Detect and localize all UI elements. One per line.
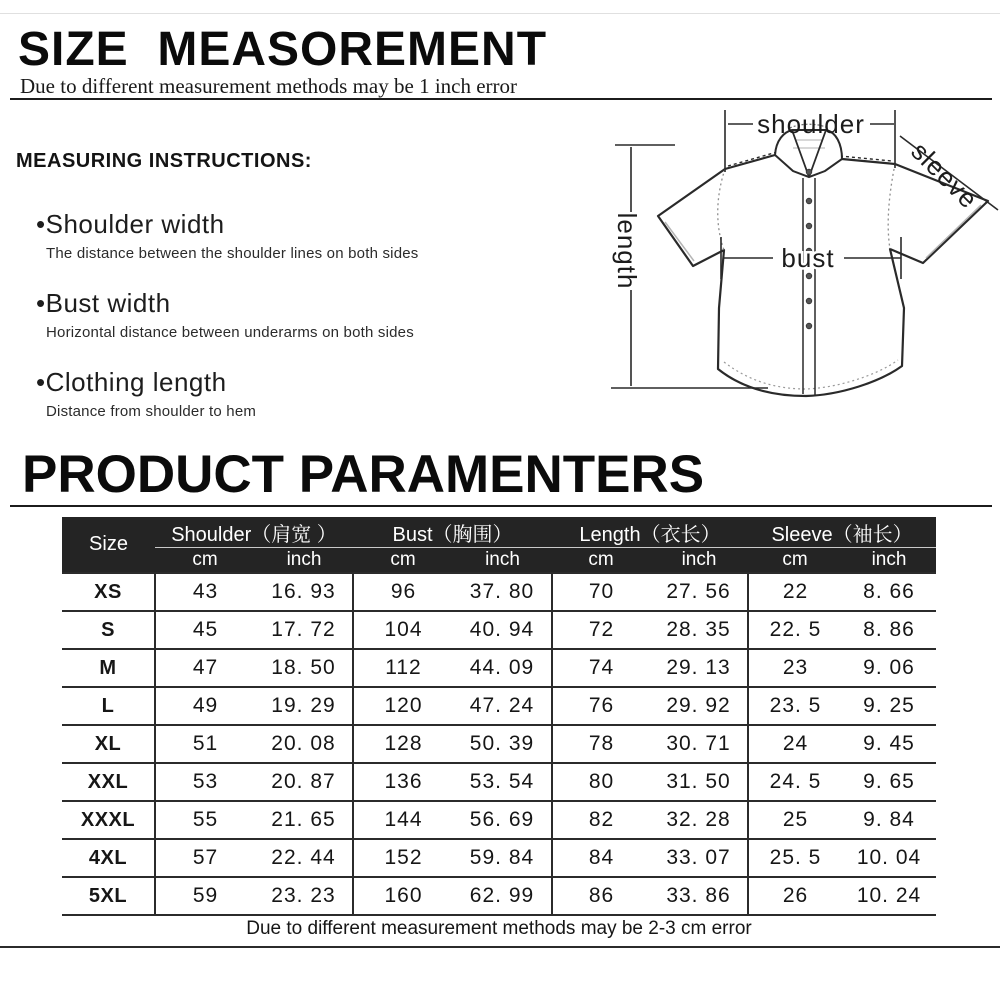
instruction-term: •Shoulder width	[36, 209, 225, 239]
sleeve-inch-cell: 9. 45	[842, 725, 936, 763]
sleeve-cm-cell: 22. 5	[748, 611, 842, 649]
bust-inch-cell: 53. 54	[453, 763, 552, 801]
sleeve-cm-cell: 26	[748, 877, 842, 915]
unit-header-inch: inch	[453, 548, 552, 574]
shoulder-inch-cell: 19. 29	[255, 687, 353, 725]
shoulder-cm-cell: 49	[155, 687, 255, 725]
table-row-xxxl	[62, 801, 936, 839]
shoulder-inch-cell: 18. 50	[255, 649, 353, 687]
top-divider	[0, 13, 1000, 14]
unit-header-cm: cm	[748, 548, 842, 574]
shoulder-cm-cell: 43	[155, 573, 255, 611]
table-row-s	[62, 611, 936, 649]
length-inch-cell: 28. 35	[650, 611, 748, 649]
sleeve-cm-cell: 25	[748, 801, 842, 839]
unit-header-cm: cm	[353, 548, 453, 574]
bust-cm-cell: 136	[353, 763, 453, 801]
shirt-outline	[658, 155, 988, 396]
sleeve-cm-cell: 23	[748, 649, 842, 687]
length-inch-cell: 33. 86	[650, 877, 748, 915]
size-cell: M	[62, 649, 155, 687]
col-header-length: Length（衣长）	[552, 517, 748, 548]
length-inch-cell: 29. 13	[650, 649, 748, 687]
bust-inch-cell: 62. 99	[453, 877, 552, 915]
shoulder-cm-cell: 51	[155, 725, 255, 763]
col-header-shoulder: Shoulder（肩宽 ）	[155, 517, 353, 548]
sleeve-inch-cell: 9. 06	[842, 649, 936, 687]
shoulder-inch-cell: 17. 72	[255, 611, 353, 649]
instructions-heading: MEASURING INSTRUCTIONS:	[16, 150, 312, 172]
bust-cm-cell: 128	[353, 725, 453, 763]
product-parameters-heading: PRODUCT PARAMENTERS	[22, 445, 705, 504]
instruction-term: •Clothing length	[36, 367, 227, 397]
table-row-xs	[62, 573, 936, 611]
sleeve-cm-cell: 23. 5	[748, 687, 842, 725]
shirt-diagram-svg	[578, 98, 1000, 435]
shoulder-cm-cell: 57	[155, 839, 255, 877]
sleeve-inch-cell: 10. 04	[842, 839, 936, 877]
bust-inch-cell: 40. 94	[453, 611, 552, 649]
shoulder-cm-cell: 53	[155, 763, 255, 801]
length-inch-cell: 33. 07	[650, 839, 748, 877]
unit-header-cm: cm	[155, 548, 255, 574]
sleeve-inch-cell: 10. 24	[842, 877, 936, 915]
bust-cm-cell: 96	[353, 573, 453, 611]
shoulder-inch-cell: 23. 23	[255, 877, 353, 915]
sleeve-cm-cell: 24. 5	[748, 763, 842, 801]
bust-cm-cell: 152	[353, 839, 453, 877]
unit-header-inch: inch	[842, 548, 936, 574]
size-cell: S	[62, 611, 155, 649]
col-header-bust: Bust（胸围）	[353, 517, 552, 548]
table-row-xl	[62, 725, 936, 763]
shirt-measurement-diagram	[578, 98, 1000, 435]
length-label: length	[612, 212, 642, 290]
unit-header-cm: cm	[552, 548, 650, 574]
unit-header-inch: inch	[650, 548, 748, 574]
col-header-size: Size	[62, 517, 155, 573]
sleeve-inch-cell: 9. 84	[842, 801, 936, 839]
shoulder-cm-cell: 47	[155, 649, 255, 687]
length-inch-cell: 30. 71	[650, 725, 748, 763]
sleeve-inch-cell: 9. 65	[842, 763, 936, 801]
size-cell: L	[62, 687, 155, 725]
bust-cm-cell: 160	[353, 877, 453, 915]
length-cm-cell: 74	[552, 649, 650, 687]
shoulder-cm-cell: 59	[155, 877, 255, 915]
shoulder-inch-cell: 21. 65	[255, 801, 353, 839]
length-inch-cell: 29. 92	[650, 687, 748, 725]
instruction-desc: Distance from shoulder to hem	[46, 403, 257, 420]
sleeve-cm-cell: 25. 5	[748, 839, 842, 877]
size-cell: XL	[62, 725, 155, 763]
size-cell: XXXL	[62, 801, 155, 839]
bust-inch-cell: 59. 84	[453, 839, 552, 877]
length-cm-cell: 84	[552, 839, 650, 877]
measuring-instructions	[16, 150, 561, 446]
sleeve-cm-cell: 22	[748, 573, 842, 611]
table-row-m	[62, 649, 936, 687]
length-cm-cell: 70	[552, 573, 650, 611]
bust-inch-cell: 37. 80	[453, 573, 552, 611]
shoulder-cm-cell: 45	[155, 611, 255, 649]
sleeve-label: sleeve	[905, 135, 985, 215]
length-inch-cell: 31. 50	[650, 763, 748, 801]
length-inch-cell: 27. 56	[650, 573, 748, 611]
instruction-item-bust	[36, 288, 561, 341]
table-row-4xl	[62, 839, 936, 877]
bust-cm-cell: 144	[353, 801, 453, 839]
size-cell: 5XL	[62, 877, 155, 915]
table-footnote: Due to different measurement methods may be 2-3 cm error	[246, 918, 752, 939]
sleeve-inch-cell: 8. 66	[842, 573, 936, 611]
instruction-desc: The distance between the shoulder lines on both sides	[46, 245, 419, 262]
length-cm-cell: 72	[552, 611, 650, 649]
length-cm-cell: 86	[552, 877, 650, 915]
product-heading-divider	[10, 505, 992, 507]
shoulder-cm-cell: 55	[155, 801, 255, 839]
unit-header-inch: inch	[255, 548, 353, 574]
length-cm-cell: 82	[552, 801, 650, 839]
size-cell: 4XL	[62, 839, 155, 877]
bust-label: bust	[781, 243, 835, 273]
table-row-5xl	[62, 877, 936, 915]
size-table	[62, 517, 936, 916]
sleeve-inch-cell: 8. 86	[842, 611, 936, 649]
length-cm-cell: 78	[552, 725, 650, 763]
sleeve-inch-cell: 9. 25	[842, 687, 936, 725]
page-subtitle: Due to different measurement methods may be 1 inch error	[20, 74, 518, 98]
sleeve-cm-cell: 24	[748, 725, 842, 763]
bottom-divider	[0, 946, 1000, 948]
bust-inch-cell: 50. 39	[453, 725, 552, 763]
size-cell: XS	[62, 573, 155, 611]
table-row-xxl	[62, 763, 936, 801]
shoulder-inch-cell: 16. 93	[255, 573, 353, 611]
length-cm-cell: 76	[552, 687, 650, 725]
shoulder-label: shoulder	[757, 109, 865, 139]
length-inch-cell: 32. 28	[650, 801, 748, 839]
table-row-l	[62, 687, 936, 725]
page-title: SIZE MEASOREMENT	[18, 23, 548, 76]
col-header-sleeve: Sleeve（袖长）	[748, 517, 936, 548]
instruction-desc: Horizontal distance between underarms on both sides	[46, 324, 414, 341]
bust-inch-cell: 47. 24	[453, 687, 552, 725]
bust-cm-cell: 112	[353, 649, 453, 687]
shoulder-inch-cell: 20. 87	[255, 763, 353, 801]
shoulder-inch-cell: 22. 44	[255, 839, 353, 877]
length-cm-cell: 80	[552, 763, 650, 801]
instruction-item-length	[36, 367, 561, 420]
size-cell: XXL	[62, 763, 155, 801]
bust-cm-cell: 104	[353, 611, 453, 649]
bust-inch-cell: 56. 69	[453, 801, 552, 839]
instruction-term: •Bust width	[36, 288, 171, 318]
shoulder-inch-cell: 20. 08	[255, 725, 353, 763]
bust-cm-cell: 120	[353, 687, 453, 725]
instruction-item-shoulder	[36, 209, 561, 262]
bust-inch-cell: 44. 09	[453, 649, 552, 687]
